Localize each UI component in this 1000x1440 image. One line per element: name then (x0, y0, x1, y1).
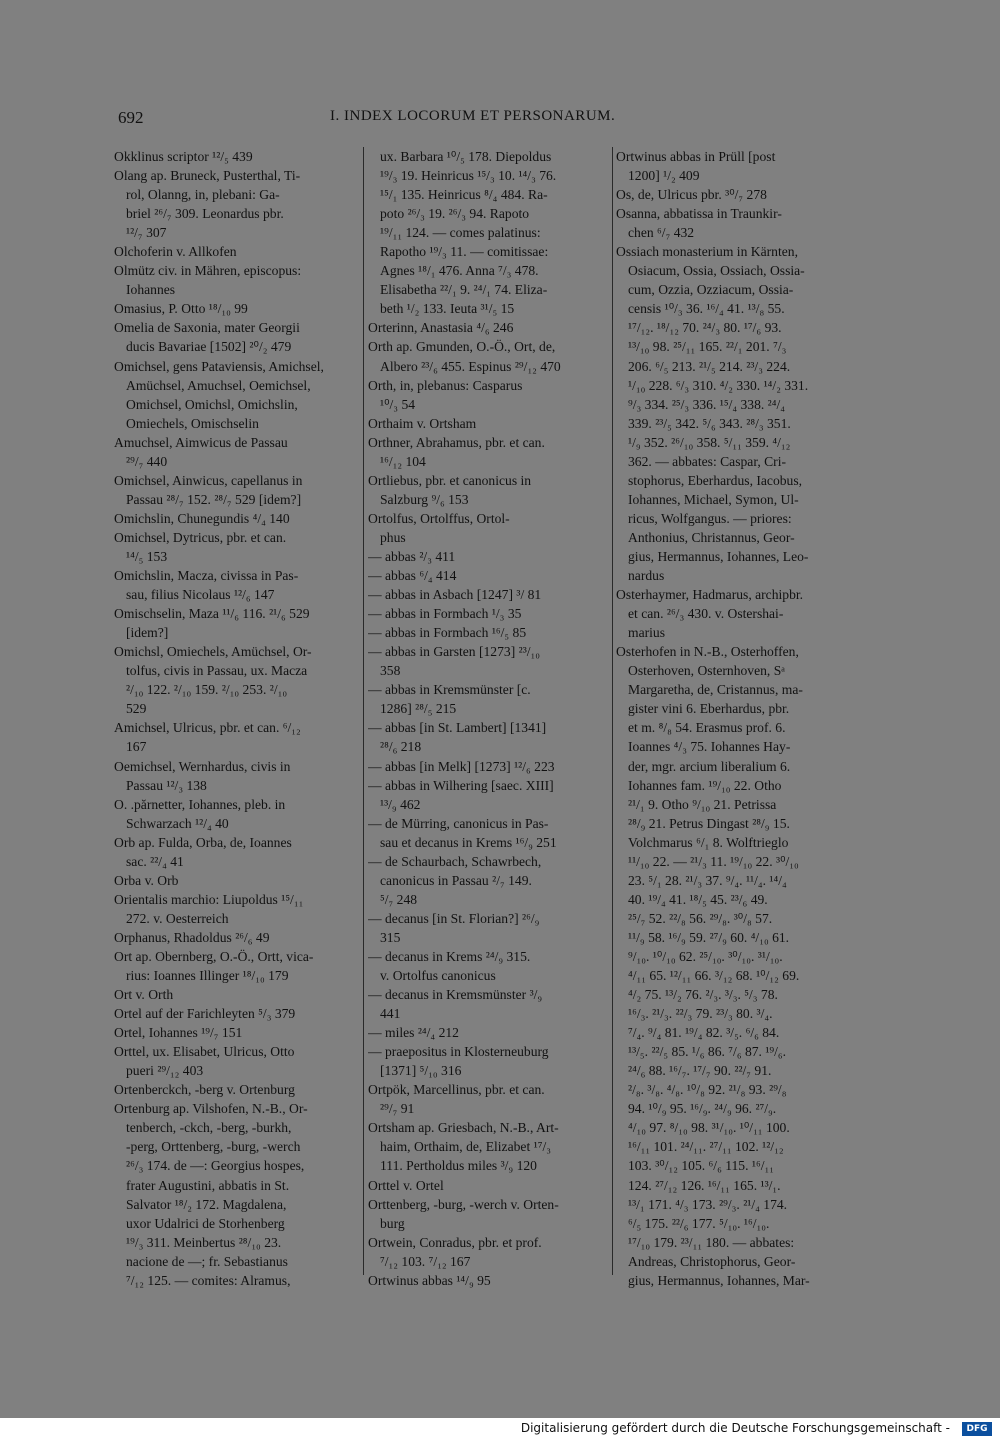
index-line: Omischselin, Maza ¹¹/₆ 116. ²¹/₆ 529 (114, 606, 310, 622)
index-line: ¹⁷/₁₂. ¹⁸/₁₂ 70. ²⁴/₃ 80. ¹⁷/₆ 93. (628, 320, 782, 336)
index-line: Ortsham ap. Griesbach, N.-B., Art- (368, 1120, 559, 1136)
index-line: — abbas in Kremsmünster [c. (368, 682, 531, 698)
index-line: 1200] ¹/₂ 409 (628, 168, 700, 184)
index-line: Orttel, ux. Elisabet, Ulricus, Otto (114, 1044, 295, 1060)
index-line: Iohannes, Michael, Symon, Ul- (628, 491, 799, 507)
index-line: tenberch, -ckch, -berg, -burkh, (126, 1120, 292, 1136)
index-line: ⁷/₁₂ 103. ⁷/₁₂ 167 (380, 1253, 471, 1269)
index-line: ²/₈. ³/₈. ⁴/₈. ¹⁰/₈ 92. ²¹/₈ 93. ²⁹/₈ (628, 1082, 787, 1098)
index-line: v. Ortolfus canonicus (380, 968, 496, 984)
index-line: Ioannes ⁴/₃ 75. Iohannes Hay- (628, 739, 791, 755)
index-line: ⁷/₁₂ 125. — comites: Alramus, (126, 1272, 291, 1288)
index-line: — abbas in Garsten [1273] ²³/₁₀ (368, 644, 541, 660)
index-line: Olmütz civ. in Mähren, episcopus: (114, 263, 302, 279)
index-line: Ortwinus abbas ¹⁴/₉ 95 (368, 1272, 491, 1288)
index-line: Ortwinus abbas in Prüll [post (616, 149, 776, 164)
index-line: — praepositus in Klosterneuburg (368, 1044, 549, 1060)
index-line: ⁶/₅ 175. ²²/₆ 177. ⁵/₁₀. ¹⁶/₁₀. (628, 1215, 770, 1231)
index-line: — miles ²⁴/₄ 212 (368, 1025, 459, 1041)
index-line: Albero ²³/₆ 455. Espinus ²⁹/₁₂ 470 (380, 358, 561, 374)
index-line: ¹³/₁ 171. ⁴/₃ 173. ²⁹/₃. ²¹/₄ 174. (628, 1196, 788, 1212)
index-line: ¹⁶/₁₁ 101. ²⁴/₁₁. ²⁷/₁₁ 102. ¹²/₁₂ (628, 1139, 784, 1155)
index-line: ²⁸/₉ 21. Petrus Dingast ²⁸/₉ 15. (628, 815, 790, 831)
index-line: Andreas, Christophorus, Geor- (628, 1253, 796, 1269)
index-line: stophorus, Eberhardus, Iacobus, (628, 472, 803, 488)
index-line: 362. — abbates: Caspar, Cri- (628, 453, 787, 469)
index-line: Ortolfus, Ortolffus, Ortol- (368, 510, 510, 526)
index-line: ⁴/₁₀ 97. ⁸/₁₀ 98. ³¹/₁₀. ¹⁰/₁₁ 100. (628, 1120, 790, 1136)
index-column-3 (616, 147, 858, 1290)
index-line: ¹⁵/₁ 135. Heinricus ⁸/₄ 484. Ra- (380, 187, 548, 203)
index-line: ¹¹/₉ 58. ¹⁶/₉ 59. ²⁷/₉ 60. ⁴/₁₀ 61. (628, 929, 790, 945)
page-title: I. INDEX LOCORUM ET PERSONARUM. (330, 108, 616, 124)
index-line: ²⁶/₃ 174. de —: Georgius hospes, (126, 1158, 305, 1174)
index-line: — de Mürring, canonicus in Pas- (368, 815, 549, 831)
column-divider (363, 147, 364, 1275)
index-line: 124. ²⁷/₁₂ 126. ¹⁶/₁₁ 165. ¹³/₁. (628, 1177, 781, 1193)
index-line: Ortel, Iohannes ¹⁹/₇ 151 (114, 1025, 243, 1041)
index-line: rol, Olanng, in, plebani: Ga- (126, 187, 280, 203)
index-line: nardus (628, 568, 665, 584)
index-line: Orphanus, Rhadoldus ²⁶/₆ 49 (114, 929, 270, 945)
index-line: — decanus in Krems ²⁴/₉ 315. (368, 948, 531, 964)
index-line: ducis Bavariae [1502] ²⁰/₂ 479 (126, 339, 292, 355)
index-line: tolfus, civis in Passau, ux. Macza (126, 663, 308, 679)
index-line: Orthaim v. Ortsham (368, 415, 477, 431)
index-line: sac. ²²/₄ 41 (126, 853, 184, 869)
index-line: — abbas in Formbach ¹⁶/₅ 85 (368, 625, 527, 641)
index-line: et can. ²⁶/₃ 430. v. Ostershai- (628, 606, 784, 622)
index-line: Elisabetha ²²/₁ 9. ²⁴/₁ 74. Eliza- (380, 282, 548, 298)
index-line: Osanna, abbatissa in Traunkir- (616, 206, 782, 222)
index-line: Volchmarus ⁶/₁ 8. Wolftrieglo (628, 834, 789, 850)
index-line: Ortpök, Marcellinus, pbr. et can. (368, 1082, 545, 1098)
index-line: Orientalis marchio: Liupoldus ¹⁵/₁₁ (114, 891, 304, 907)
index-line: 206. ⁶/₅ 213. ²¹/₅ 214. ²³/₃ 224. (628, 358, 791, 374)
index-line: poto ²⁶/₃ 19. ²⁶/₃ 94. Rapoto (380, 206, 530, 222)
index-line: Ort v. Orth (114, 987, 174, 1003)
index-line: pueri ²⁹/₁₂ 403 (126, 1063, 204, 1079)
index-line: — abbas in Wilhering [saec. XIII] (368, 777, 554, 793)
index-column-2 (368, 147, 608, 1290)
index-line: Omasius, P. Otto ¹⁸/₁₀ 99 (114, 301, 248, 317)
index-line: Osterhofen in N.-B., Osterhoffen, (616, 644, 799, 660)
index-line: ¹³/₉ 462 (380, 796, 421, 812)
index-line: nacione de —; fr. Sebastianus (126, 1253, 288, 1269)
index-line: Passau ¹²/₃ 138 (126, 777, 207, 793)
funding-notice: Digitalisierung gefördert durch die Deutsche Forschungsgemeinschaft - (520, 1421, 950, 1435)
index-line: ¹⁴/₅ 153 (126, 548, 168, 564)
index-line: O. .părnetter, Iohannes, pleb. in (114, 796, 286, 812)
index-line: ¹⁶/₁₂ 104 (380, 453, 426, 469)
index-line: 167 (126, 739, 147, 755)
index-line: Ortenburg ap. Vilshofen, N.-B., Or- (114, 1101, 308, 1117)
index-line: Margaretha, de, Cristannus, ma- (628, 682, 803, 698)
index-line: ⁴/₂ 75. ¹³/₂ 76. ²/₃. ³/₃. ⁵/₃ 78. (628, 987, 778, 1003)
index-line: 529 (126, 701, 147, 717)
index-line: uxor Udalrici de Storhenberg (126, 1215, 285, 1231)
index-line: ¹⁰/₃ 54 (380, 396, 416, 412)
index-line: sau, filius Nicolaus ¹²/₆ 147 (126, 587, 275, 603)
index-line: ⁵/₇ 248 (380, 891, 418, 907)
index-line: Omichsel, Omichsl, Omichslin, (126, 396, 298, 412)
index-line: — de Schaurbach, Schawrbech, (368, 853, 542, 869)
index-line: Anthonius, Christannus, Geor- (628, 529, 795, 545)
index-line: Orthner, Abrahamus, pbr. et can. (368, 434, 545, 450)
index-line: gister vini 6. Eberhardus, pbr. (628, 701, 790, 717)
index-line: Ortwein, Conradus, pbr. et prof. (368, 1234, 542, 1250)
index-line: et m. ⁸/₈ 54. Erasmus prof. 6. (628, 720, 786, 736)
index-line: ⁹/₃ 334. ²⁵/₃ 336. ¹⁵/₄ 338. ²⁴/₄ (628, 396, 786, 412)
index-line: ⁴/₁₁ 65. ¹²/₁₁ 66. ³/₁₂ 68. ¹⁰/₁₂ 69. (628, 968, 800, 984)
index-line: Orterinn, Anastasia ⁴/₆ 246 (368, 320, 514, 336)
index-line: [1371] ⁵/₁₀ 316 (380, 1063, 462, 1079)
index-line: cum, Ozzia, Ozziacum, Ossia- (628, 282, 794, 298)
index-line: ⁹/₁₀. ¹⁰/₁₀ 62. ²⁵/₁₀. ³⁰/₁₀. ³¹/₁₀. (628, 948, 783, 964)
index-line: ²⁹/₇ 440 (126, 453, 168, 469)
index-line: Orttenberg, -burg, -werch v. Orten- (368, 1196, 559, 1212)
index-line: Amichsel, Ulricus, pbr. et can. ⁶/₁₂ (114, 720, 301, 736)
index-line: 315 (380, 929, 401, 945)
index-line: Omichsel, gens Pataviensis, Amichsel, (114, 358, 324, 374)
index-line: Omiechels, Omischselin (126, 415, 259, 431)
index-line: Amuchsel, Aimwicus de Passau (114, 434, 288, 450)
index-line: ²⁸/₆ 218 (380, 739, 422, 755)
index-line: 1286] ²⁸/₅ 215 (380, 701, 457, 717)
index-line: gius, Hermannus, Iohannes, Leo- (628, 548, 809, 564)
index-line: ¹²/₇ 307 (126, 225, 167, 241)
index-line: Orttel v. Ortel (368, 1177, 444, 1193)
index-line: Olang ap. Bruneck, Pusterthal, Ti- (114, 168, 301, 184)
index-line: ¹⁹/₃ 19. Heinricus ¹⁵/₃ 10. ¹⁴/₃ 76. (380, 168, 557, 184)
index-line: ⁷/₄. ⁹/₄ 81. ¹⁹/₄ 82. ³/₅. ⁶/₆ 84. (628, 1025, 780, 1041)
index-line: gius, Hermannus, Iohannes, Mar- (628, 1272, 810, 1288)
index-line: Omichsl, Omiechels, Amüchsel, Or- (114, 644, 312, 660)
column-divider (612, 147, 613, 1275)
index-line: rius: Ioannes Illinger ¹⁸/₁₀ 179 (126, 968, 289, 984)
index-line: chen ⁶/₇ 432 (628, 225, 695, 241)
index-line: — abbas in Formbach ¹/₃ 35 (368, 606, 522, 622)
index-line: ²¹/₁ 9. Otho ⁹/₁₀ 21. Petrissa (628, 796, 777, 812)
index-line: 441 (380, 1006, 401, 1022)
index-line: — abbas ²/₃ 411 (368, 548, 456, 564)
index-line: 103. ³⁰/₁₂ 105. ⁶/₆ 115. ¹⁶/₁₁ (628, 1158, 774, 1174)
index-line: Ort ap. Obernberg, O.-Ö., Ortt, vica- (114, 948, 314, 964)
page-number: 692 (118, 108, 144, 127)
index-line: Osterhaymer, Hadmarus, archipbr. (616, 587, 804, 603)
index-line: Rapotho ¹⁹/₃ 11. — comitissae: (380, 244, 549, 260)
index-line: Omichsel, Dytricus, pbr. et can. (114, 529, 287, 545)
index-line: — abbas ⁶/₄ 414 (368, 568, 457, 584)
index-line: [idem?] (126, 625, 169, 641)
index-line: phus (380, 529, 406, 545)
index-line: Passau ²⁸/₇ 152. ²⁸/₇ 529 [idem?] (126, 491, 302, 507)
index-line: beth ¹/₂ 133. Ieuta ³¹/₅ 15 (380, 301, 515, 317)
index-line: ²/₁₀ 122. ²/₁₀ 159. ²/₁₀ 253. ²/₁₀ (126, 682, 288, 698)
index-line: 111. Pertholdus miles ³/₉ 120 (380, 1158, 537, 1174)
index-line: Orth, in, plebanus: Casparus (368, 377, 523, 393)
index-line: Omichslin, Macza, civissa in Pas- (114, 568, 299, 584)
index-line: Oemichsel, Wernhardus, civis in (114, 758, 291, 774)
index-line: — abbas [in St. Lambert] [1341] (368, 720, 547, 736)
index-line: -perg, Orttenberg, -burg, -werch (126, 1139, 301, 1155)
index-line: Os, de, Ulricus pbr. ³⁰/₇ 278 (616, 187, 767, 203)
index-line: ¹⁹/₃ 311. Meinbertus ²⁸/₁₀ 23. (126, 1234, 282, 1250)
index-line: frater Augustini, abbatis in St. (126, 1177, 290, 1193)
index-line: Osterhoven, Osternhoven, Sᵃ (628, 663, 785, 679)
index-line: 358 (380, 663, 401, 679)
index-line: Ortenberckch, -berg v. Ortenburg (114, 1082, 295, 1098)
index-column-1 (114, 147, 362, 1290)
index-line: Omichslin, Chunegundis ⁴/₄ 140 (114, 510, 290, 526)
index-line: sau et decanus in Krems ¹⁶/₉ 251 (380, 834, 557, 850)
index-line: ¹³/₁₀ 98. ²⁵/₁₁ 165. ²²/₁ 201. ⁷/₃ (628, 339, 787, 355)
index-line: Ortliebus, pbr. et canonicus in (368, 472, 532, 488)
index-line: Salvator ¹⁸/₂ 172. Magdalena, (126, 1196, 287, 1212)
index-line: Schwarzach ¹²/₄ 40 (126, 815, 229, 831)
index-line: Iohannes fam. ¹⁹/₁₀ 22. Otho (628, 777, 782, 793)
index-line: Agnes ¹⁸/₁ 476. Anna ⁷/₃ 478. (380, 263, 539, 279)
index-line: ¹⁷/₁₀ 179. ²³/₁₁ 180. — abbates: (628, 1234, 795, 1250)
index-line: ²⁵/₇ 52. ²²/₈ 56. ²⁹/₈. ³⁰/₈ 57. (628, 910, 773, 926)
index-line: Osiacum, Ossia, Ossiach, Ossia- (628, 263, 805, 279)
index-line: — decanus in Kremsmünster ³/₉ (368, 987, 543, 1003)
index-line: ¹⁶/₃. ²¹/₃. ²²/₃ 79. ²³/₃ 80. ³/₄. (628, 1006, 773, 1022)
index-line: — decanus [in St. Florian?] ²⁶/₉ (368, 910, 540, 926)
index-line: Omichsel, Ainwicus, capellanus in (114, 472, 303, 488)
index-line: briel ²⁶/₇ 309. Leonardus pbr. (126, 206, 284, 222)
index-line: haim, Orthaim, de, Elizabet ¹⁷/₃ (380, 1139, 551, 1155)
index-line: der, mgr. arcium liberalium 6. (628, 758, 791, 774)
footer-bar (0, 1418, 1000, 1440)
index-line: — abbas [in Melk] [1273] ¹²/₆ 223 (368, 758, 555, 774)
index-line: Omelia de Saxonia, mater Georgii (114, 320, 300, 336)
index-line: ¹¹/₁₀ 22. — ²¹/₃ 11. ¹⁹/₁₀ 22. ³⁰/₁₀ (628, 853, 799, 869)
index-line: ¹⁹/₁₁ 124. — comes palatinus: (380, 225, 541, 241)
index-line: Iohannes (126, 282, 176, 298)
index-line: Olchoferin v. Allkofen (114, 244, 237, 260)
index-line: marius (628, 625, 665, 641)
index-line: ¹/₁₀ 228. ⁶/₃ 310. ⁴/₂ 330. ¹⁴/₂ 331. (628, 377, 809, 393)
index-line: censis ¹⁰/₃ 36. ¹⁶/₄ 41. ¹³/₈ 55. (628, 301, 785, 317)
index-line: ²⁴/₆ 88. ¹⁶/₇. ¹⁷/₇ 90. ²²/₇ 91. (628, 1063, 772, 1079)
index-line: 272. v. Oesterreich (126, 910, 229, 926)
index-line: Orb ap. Fulda, Orba, de, Ioannes (114, 834, 292, 850)
index-line: ricus, Wolfgangus. — priores: (628, 510, 792, 526)
index-line: Orth ap. Gmunden, O.-Ö., Ort, de, (368, 339, 556, 355)
index-line: ¹³/₅. ²²/₅ 85. ¹/₆ 86. ⁷/₆ 87. ¹⁹/₆. (628, 1044, 787, 1060)
index-line: canonicus in Passau ²/₇ 149. (380, 872, 532, 888)
index-line: 94. ¹⁰/₉ 95. ¹⁶/₉. ²⁴/₉ 96. ²⁷/₉. (628, 1101, 777, 1117)
index-line: Orba v. Orb (114, 872, 179, 888)
index-line: ¹/₉ 352. ²⁶/₁₀ 358. ⁵/₁₁ 359. ⁴/₁₂ (628, 434, 791, 450)
index-line: ²⁹/₇ 91 (380, 1101, 415, 1117)
index-line: 339. ²³/₅ 342. ⁵/₆ 343. ²⁸/₃ 351. (628, 415, 791, 431)
index-line: 23. ⁵/₁ 28. ²¹/₃ 37. ⁹/₄. ¹¹/₄. ¹⁴/₄ (628, 872, 787, 888)
index-line: Ossiach monasterium in Kärnten, (616, 244, 798, 260)
index-line: — abbas in Asbach [1247] ³/ 81 (368, 587, 542, 603)
index-line: Salzburg ⁹/₆ 153 (380, 491, 469, 507)
index-line: Amüchsel, Amuchsel, Oemichsel, (126, 377, 311, 393)
index-line: ux. Barbara ¹⁰/₅ 178. Diepoldus (380, 149, 552, 164)
index-line: Ortel auf der Farichleyten ⁵/₃ 379 (114, 1006, 296, 1022)
index-line: Okklinus scriptor ¹²/₅ 439 (114, 149, 253, 164)
dfg-logo: DFG (962, 1422, 992, 1436)
index-line: burg (380, 1215, 405, 1231)
index-line: 40. ¹⁹/₄ 41. ¹⁸/₅ 45. ²³/₆ 49. (628, 891, 768, 907)
